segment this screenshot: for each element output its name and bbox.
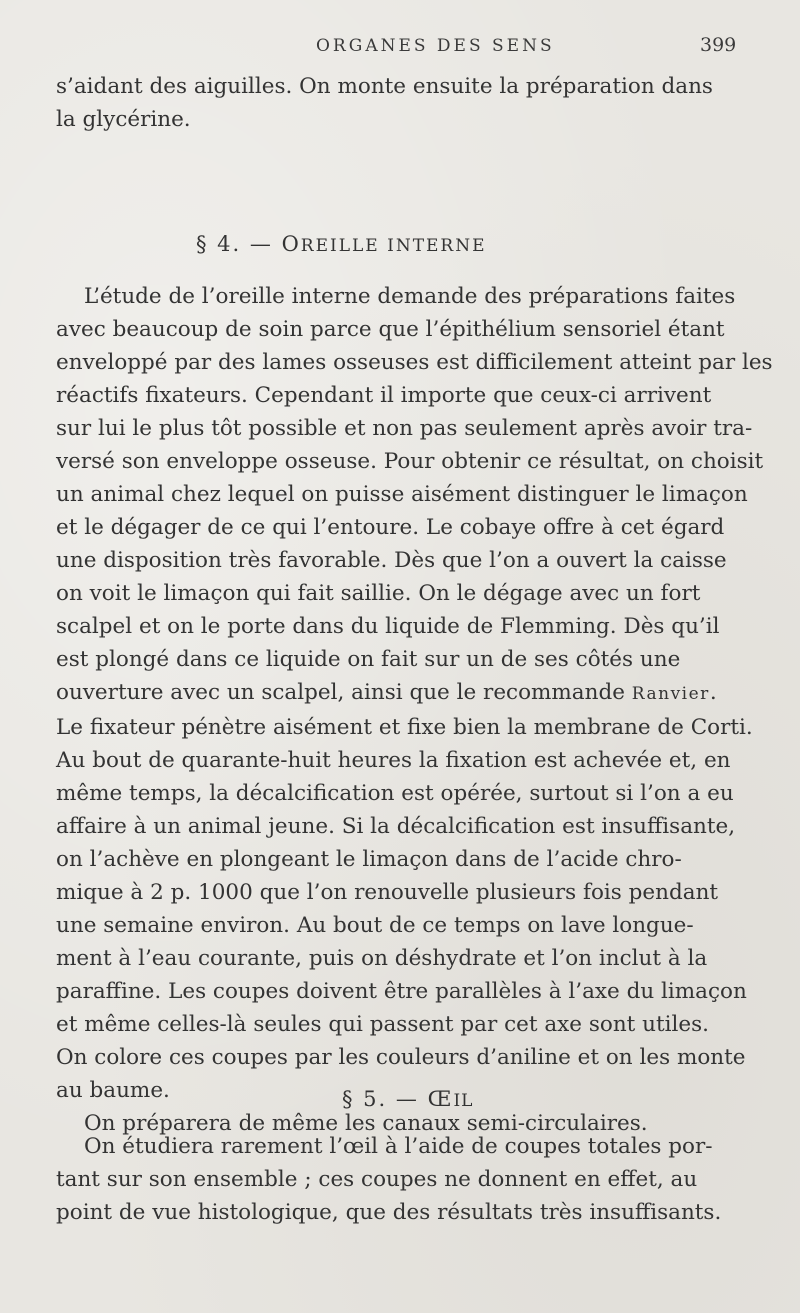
section-title-initial: O — [281, 232, 301, 256]
text-fragment: ouverture avec un scalpel, ainsi que le recommande — [56, 680, 625, 705]
text-line: on voit le limaçon qui fait saillie. On le dégage avec un fort — [56, 581, 701, 606]
text-line: on l’achève en plongeant le limaçon dans de l’acide chro- — [56, 847, 682, 872]
section-title-rest: IL — [453, 1091, 474, 1111]
text-line: ment à l’eau courante, puis on déshydrate et l’on inclut à la — [56, 946, 708, 971]
text-line: mique à 2 p. 1000 que l’on renouvelle plusieurs fois pendant — [56, 880, 719, 905]
text-line: au baume. — [56, 1078, 170, 1103]
author-name: Ranvier — [631, 684, 710, 704]
section-mark: § 5. — — [342, 1087, 428, 1111]
text-line: enveloppé par des lames osseuses est difficilement atteint par les — [56, 350, 773, 375]
running-head: ORGANES DES SENS — [316, 36, 555, 56]
text-line: point de vue histologique, que des résultats très insuffisants. — [56, 1200, 722, 1225]
text-line: est plongé dans ce liquide on fait sur un de ses côtés une — [56, 647, 681, 672]
text-line: ouverture avec un scalpel, ainsi que le recommande Ranvier. — [56, 680, 717, 705]
section-title-initial: Œ — [427, 1087, 454, 1111]
text-line: tant sur son ensemble ; ces coupes ne donnent en effet, au — [56, 1167, 698, 1192]
section-mark: § 4. — — [196, 232, 282, 256]
section-heading-oeil — [342, 1087, 542, 1111]
text-line: sur lui le plus tôt possible et non pas seulement après avoir tra- — [56, 416, 753, 441]
paragraph-oeil — [56, 1130, 750, 1229]
text-line: Au bout de quarante-huit heures la fixation est achevée et, en — [56, 748, 731, 773]
text-line: une disposition très favorable. Dès que l’on a ouvert la caisse — [56, 548, 727, 573]
text-line: affaire à un animal jeune. Si la décalcification est insuffisante, — [56, 814, 736, 839]
paragraph-continued — [56, 70, 750, 136]
text-line: versé son enveloppe osseuse. Pour obtenir ce résultat, on choisit — [56, 449, 764, 474]
text-line: un animal chez lequel on puisse aisément distinguer le limaçon — [56, 482, 748, 507]
text-line: Le fixateur pénètre aisément et fixe bien la membrane de Corti. — [56, 715, 753, 740]
text-line: paraffine. Les coupes doivent être parallèles à l’axe du limaçon — [56, 979, 747, 1004]
text-line: la glycérine. — [56, 107, 191, 132]
text-line: L’étude de l’oreille interne demande des préparations faites — [84, 284, 736, 309]
text-line: même temps, la décalcification est opérée, surtout si l’on a eu — [56, 781, 734, 806]
text-line: scalpel et on le porte dans du liquide de Flemming. Dès qu’il — [56, 614, 720, 639]
text-line: avec beaucoup de soin parce que l’épithélium sensoriel étant — [56, 317, 725, 342]
text-line: s’aidant des aiguilles. On monte ensuite la préparation dans — [56, 74, 713, 99]
text-line: et le dégager de ce qui l’entoure. Le cobaye offre à cet égard — [56, 515, 725, 540]
section-title-rest: REILLE INTERNE — [300, 236, 487, 256]
text-line: On étudiera rarement l’œil à l’aide de coupes totales por- — [84, 1134, 713, 1159]
page-number: 399 — [700, 34, 737, 56]
paragraph-oreille-interne — [56, 280, 773, 1140]
text-line: On préparera de même les canaux semi-circulaires. — [84, 1111, 648, 1136]
text-line: une semaine environ. Au bout de ce temps on lave longue- — [56, 913, 694, 938]
section-heading-oreille-interne — [196, 232, 696, 256]
text-line: On colore ces coupes par les couleurs d’aniline et on les monte — [56, 1045, 746, 1070]
text-line: réactifs fixateurs. Cependant il importe que ceux-ci arrivent — [56, 383, 712, 408]
text-line: et même celles-là seules qui passent par cet axe sont utiles. — [56, 1012, 709, 1037]
